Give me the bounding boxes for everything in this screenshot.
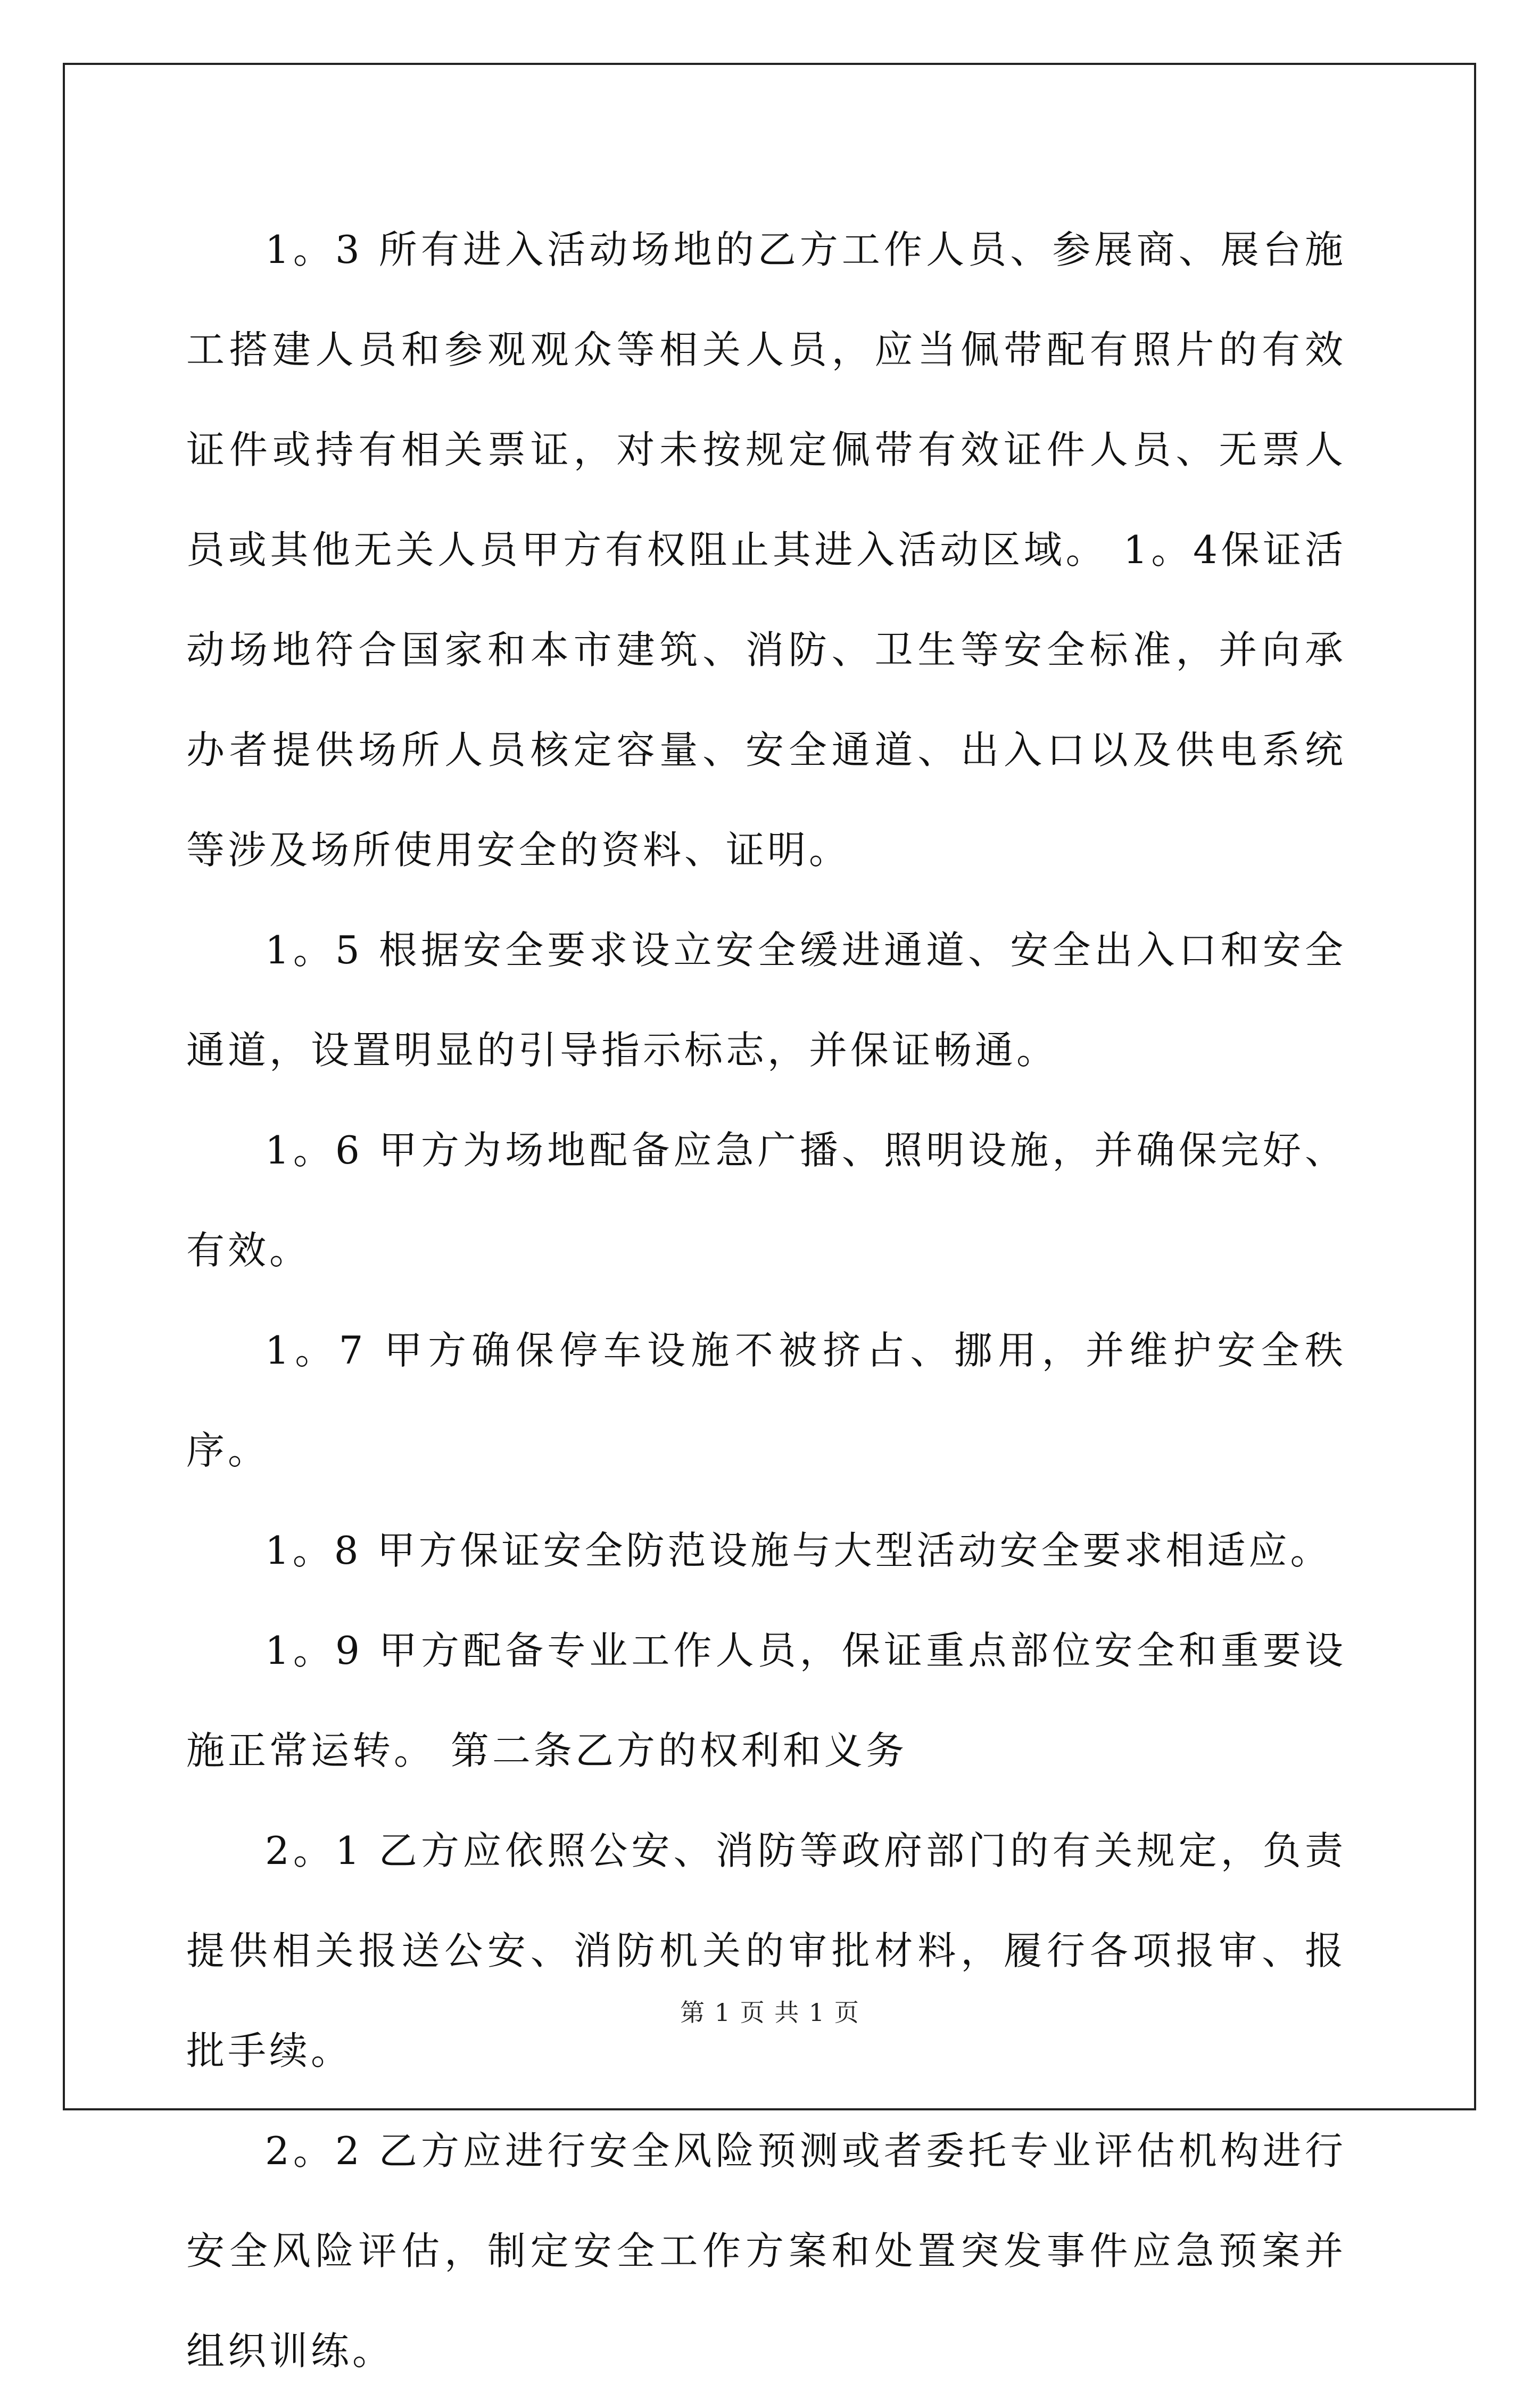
paragraph-1-6: 1。6 甲方为场地配备应急广播、照明设施，并确保完好、有效。 [186,1128,1346,1273]
paragraph-1-3-1-4: 1。3 所有进入活动场地的乙方工作人员、参展商、展台施工搭建人员和参观观众等相关人员，应当佩带配有照片的有效证件或持有相关票证，对未按规定佩带有效证件人员、无票人员或其他无关人员甲方有权阻止其进入活动区域。 1。4保证活动场地符合国家和本市建筑、消防、卫生等安全标准，并向承办者提供场所人员核定容量、安全通道、出入口以及供电系统等涉及场所使用安全的资料、证明。 [186,227,1346,872]
page-number-footer: 第 1 页 共 1 页 [680,1998,860,2027]
paragraph-2-1: 2。1 乙方应依照公安、消防等政府部门的有关规定，负责提供相关报送公安、消防机关的审批材料，履行各项报审、报批手续。 [186,1828,1346,2073]
paragraph-1-9: 1。9 甲方配备专业工作人员，保证重点部位安全和重要设施正常运转。 第二条乙方的权利和义务 [186,1628,1346,1773]
paragraph-2-2: 2。2 乙方应进行安全风险预测或者委托专业评估机构进行安全风险评估，制定安全工作方案和处置突发事件应急预案并组织训练。 [186,2128,1346,2373]
document-body [186,200,1346,2401]
paragraph-1-8: 1。8 甲方保证安全防范设施与大型活动安全要求相适应。 [265,1528,1332,1573]
paragraph-1-5: 1。5 根据安全要求设立安全缓进通道、安全出入口和安全通道，设置明显的引导指示标志，并保证畅通。 [186,928,1346,1072]
paragraph-1-7: 1。7 甲方确保停车设施不被挤占、挪用，并维护安全秩序。 [186,1328,1346,1473]
